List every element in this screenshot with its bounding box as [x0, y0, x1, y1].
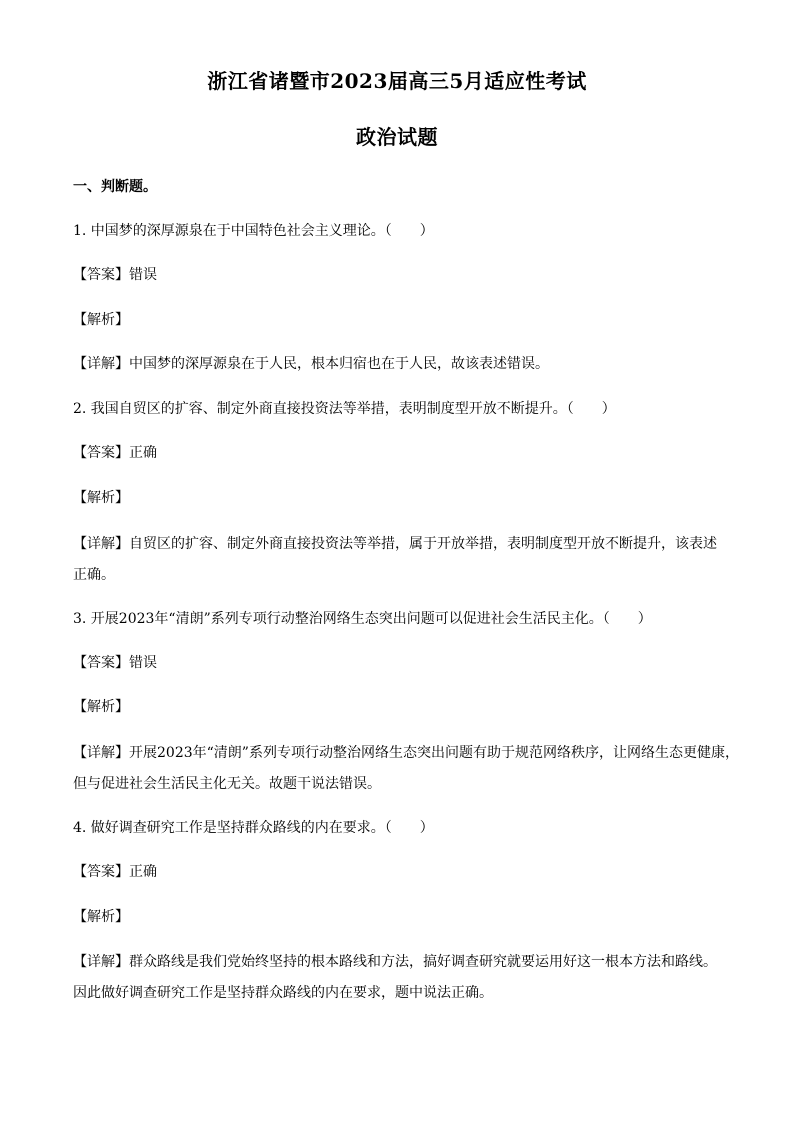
answer-tag: 【答案】 [73, 655, 129, 671]
answer-value: 错误 [129, 267, 157, 283]
detail-tag: 【详解】 [73, 745, 129, 761]
question-2-detail [73, 535, 717, 553]
answer-value: 正确 [129, 864, 157, 880]
answer-value: 正确 [129, 445, 157, 461]
question-3-answer [73, 654, 157, 672]
page-title: 浙江省诸暨市2023届高三5月适应性考试 [207, 69, 587, 93]
detail-tag: 【详解】 [73, 356, 129, 372]
answer-tag: 【答案】 [73, 864, 129, 880]
question-3-stem: 3. 开展2023年“清朗”系列专项行动整治网络生态突出问题可以促进社会生活民主化。（ ） [73, 611, 652, 627]
detail-text: 群众路线是我们党始终坚持的根本路线和方法，搞好调查研究就要运用好这一根本方法和路线。 [129, 954, 717, 970]
detail-tag: 【详解】 [73, 536, 129, 552]
section-heading: 一、判断题。 [73, 179, 157, 195]
question-3-detail-cont: 但与促进社会生活民主化无关。故题干说法错误。 [73, 776, 381, 792]
question-2-answer [73, 444, 157, 462]
question-4-stem: 4. 做好调查研究工作是坚持群众路线的内在要求。（ ） [73, 820, 434, 836]
question-3-detail [73, 744, 739, 762]
detail-text: 中国梦的深厚源泉在于人民，根本归宿也在于人民，故该表述错误。 [129, 356, 549, 372]
question-3-analysis: 【解析】 [73, 699, 129, 715]
detail-tag: 【详解】 [73, 954, 129, 970]
question-1-answer [73, 266, 157, 284]
question-1-detail [73, 355, 549, 373]
question-4-detail-cont: 因此做好调查研究工作是坚持群众路线的内在要求，题中说法正确。 [73, 985, 493, 1001]
answer-value: 错误 [129, 655, 157, 671]
page-subtitle: 政治试题 [356, 125, 438, 149]
question-2-stem: 2. 我国自贸区的扩容、制定外商直接投资法等举措，表明制度型开放不断提升。（ ） [73, 401, 616, 417]
answer-tag: 【答案】 [73, 445, 129, 461]
detail-text: 自贸区的扩容、制定外商直接投资法等举措，属于开放举措，表明制度型开放不断提升，该表述 [129, 536, 717, 552]
question-2-analysis: 【解析】 [73, 490, 129, 506]
question-1-analysis: 【解析】 [73, 312, 129, 328]
question-2-detail-cont: 正确。 [73, 567, 115, 583]
question-1-stem: 1. 中国梦的深厚源泉在于中国特色社会主义理论。（ ） [73, 223, 434, 239]
answer-tag: 【答案】 [73, 267, 129, 283]
question-4-answer [73, 863, 157, 881]
question-4-detail [73, 953, 717, 971]
question-4-analysis: 【解析】 [73, 909, 129, 925]
detail-text: 开展2023年“清朗”系列专项行动整治网络生态突出问题有助于规范网络秩序，让网络生态更健康， [129, 745, 739, 761]
